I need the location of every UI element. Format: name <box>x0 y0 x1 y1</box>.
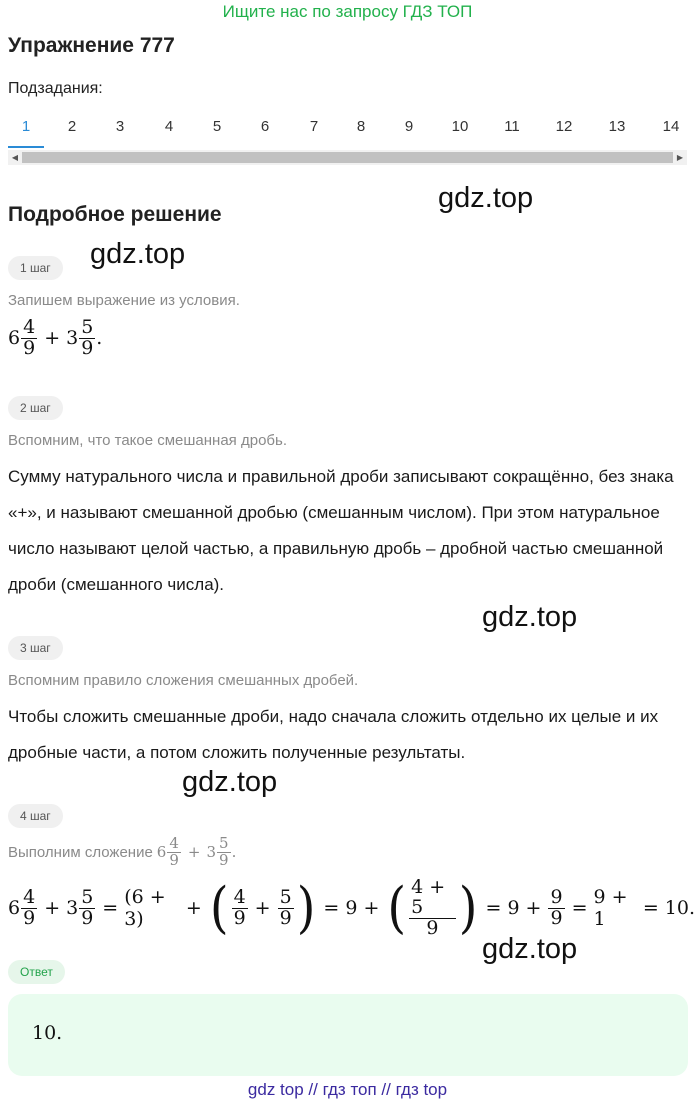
equals-sign: = <box>642 897 659 920</box>
numerator: 5 <box>81 885 94 908</box>
denominator: 9 <box>550 906 563 929</box>
numerator: 4 + 5 <box>409 878 456 919</box>
watermark: gdz.top <box>482 933 578 965</box>
fraction <box>79 318 95 359</box>
subtask-tab-5[interactable]: 5 <box>212 118 222 135</box>
step-badge: 1 шаг <box>8 256 63 280</box>
scroll-left-arrow-icon[interactable]: ◀ <box>11 153 19 162</box>
subtask-tab-13[interactable]: 13 <box>608 118 626 135</box>
plus-sign: + <box>363 897 380 920</box>
denominator: 9 <box>426 916 439 939</box>
step-note: Выполним сложение <box>8 843 153 861</box>
watermark: gdz.top <box>90 238 186 270</box>
fraction <box>409 878 456 939</box>
left-paren: ( <box>387 876 407 941</box>
numerator: 5 <box>279 885 292 908</box>
watermark: gdz.top <box>438 182 534 214</box>
step-badge: 2 шаг <box>8 396 63 420</box>
whole-value: 9 <box>507 897 520 920</box>
subtask-tab-10[interactable]: 10 <box>451 118 469 135</box>
right-paren: ) <box>296 876 316 941</box>
whole-part: 6 <box>156 843 167 862</box>
step-note: Запишем выражение из условия. <box>8 292 240 309</box>
numerator: 4 <box>23 885 36 908</box>
numerator: 9 <box>550 885 563 908</box>
whole-sum: (6 + 3) <box>124 886 166 931</box>
subtask-tab-11[interactable]: 11 <box>504 118 520 135</box>
step-badge: 4 шаг <box>8 804 63 828</box>
period: . <box>231 843 237 862</box>
equals-sign: = <box>571 897 588 920</box>
plus-sign: + <box>44 327 61 350</box>
whole-part: 3 <box>206 843 217 862</box>
answer-box <box>8 994 688 1076</box>
fraction <box>217 836 231 869</box>
section-title: Подробное решение <box>8 203 222 226</box>
whole-part: 3 <box>66 897 79 920</box>
subtask-tab-8[interactable]: 8 <box>356 118 366 135</box>
result: 10. <box>664 897 695 920</box>
period: . <box>96 327 103 350</box>
definition-text: Сумму натурального числа и правильной дроби записывают сокращённо, без знака «+», и называют смешанной дробью (смешанным числом). При этом натуральное число называют целой частью, а правильную дробь – дробной частью смешанной дроби (смешанного числа). <box>8 467 674 594</box>
note-expression <box>157 836 237 869</box>
expression <box>8 318 102 359</box>
subtask-tab-7[interactable]: 7 <box>309 118 319 135</box>
scrollbar-thumb[interactable] <box>22 152 673 163</box>
subtask-tab-9[interactable]: 9 <box>404 118 414 135</box>
answer-value: 10. <box>32 1022 63 1044</box>
equals-sign: = <box>485 897 502 920</box>
plus-sign: + <box>525 897 542 920</box>
fraction <box>548 885 564 929</box>
whole-value: 9 <box>345 897 358 920</box>
plus-sign: + <box>254 897 271 920</box>
left-paren: ( <box>209 876 229 941</box>
fraction <box>21 885 37 929</box>
denominator: 9 <box>23 906 36 929</box>
numerator: 5 <box>81 316 94 338</box>
step-badge: 3 шаг <box>8 636 63 660</box>
fraction <box>232 885 248 929</box>
subtasks-label: Подзадания: <box>8 80 103 97</box>
numerator: 4 <box>23 316 36 338</box>
plus-sign: + <box>185 897 202 920</box>
watermark: gdz.top <box>182 766 278 798</box>
step-note-row <box>8 836 236 869</box>
denominator: 9 <box>219 850 229 869</box>
numerator: 4 <box>169 834 179 852</box>
scroll-right-arrow-icon[interactable]: ▶ <box>676 153 684 162</box>
fraction <box>79 885 95 929</box>
denominator: 9 <box>279 906 292 929</box>
fraction <box>278 885 294 929</box>
rule-text: Чтобы сложить смешанные дроби, надо сначала сложить отдельно их целые и их дробные части, а потом сложить полученные результаты. <box>8 707 659 762</box>
tabs-scrollbar[interactable] <box>8 150 687 165</box>
whole-part: 6 <box>8 897 21 920</box>
page-title: Упражнение 777 <box>8 34 175 57</box>
numerator: 4 <box>233 885 246 908</box>
subtask-tab-2[interactable]: 2 <box>67 118 77 135</box>
subtask-tab-1[interactable]: 1 <box>8 118 44 146</box>
denominator: 9 <box>81 906 94 929</box>
equals-sign: = <box>102 897 119 920</box>
answer-badge: Ответ <box>8 960 65 984</box>
search-banner[interactable]: Ищите нас по запросу ГДЗ ТОП <box>222 2 473 21</box>
denominator: 9 <box>233 906 246 929</box>
calculation <box>8 878 695 939</box>
footer-links[interactable]: gdz top // гдз топ // гдз top <box>247 1080 448 1099</box>
sum-expression: 9 + 1 <box>593 886 628 931</box>
whole-part: 6 <box>8 327 21 350</box>
equals-sign: = <box>323 897 340 920</box>
subtask-tab-6[interactable]: 6 <box>260 118 270 135</box>
right-paren: ) <box>458 876 478 941</box>
denominator: 9 <box>81 336 94 359</box>
step-note: Вспомним, что такое смешанная дробь. <box>8 432 287 449</box>
denominator: 9 <box>23 336 36 359</box>
plus-sign: + <box>187 843 201 862</box>
fraction <box>167 836 181 869</box>
subtask-tabs <box>8 118 695 146</box>
subtask-tab-4[interactable]: 4 <box>164 118 174 135</box>
denominator: 9 <box>169 850 179 869</box>
subtask-tab-3[interactable]: 3 <box>115 118 125 135</box>
step-note: Вспомним правило сложения смешанных дробей. <box>8 672 359 689</box>
numerator: 5 <box>219 834 229 852</box>
subtask-tab-12[interactable]: 12 <box>555 118 573 135</box>
watermark: gdz.top <box>482 601 578 633</box>
whole-part: 3 <box>66 327 79 350</box>
fraction <box>21 318 37 359</box>
plus-sign: + <box>44 897 61 920</box>
subtask-tab-14[interactable]: 14 <box>662 118 680 135</box>
